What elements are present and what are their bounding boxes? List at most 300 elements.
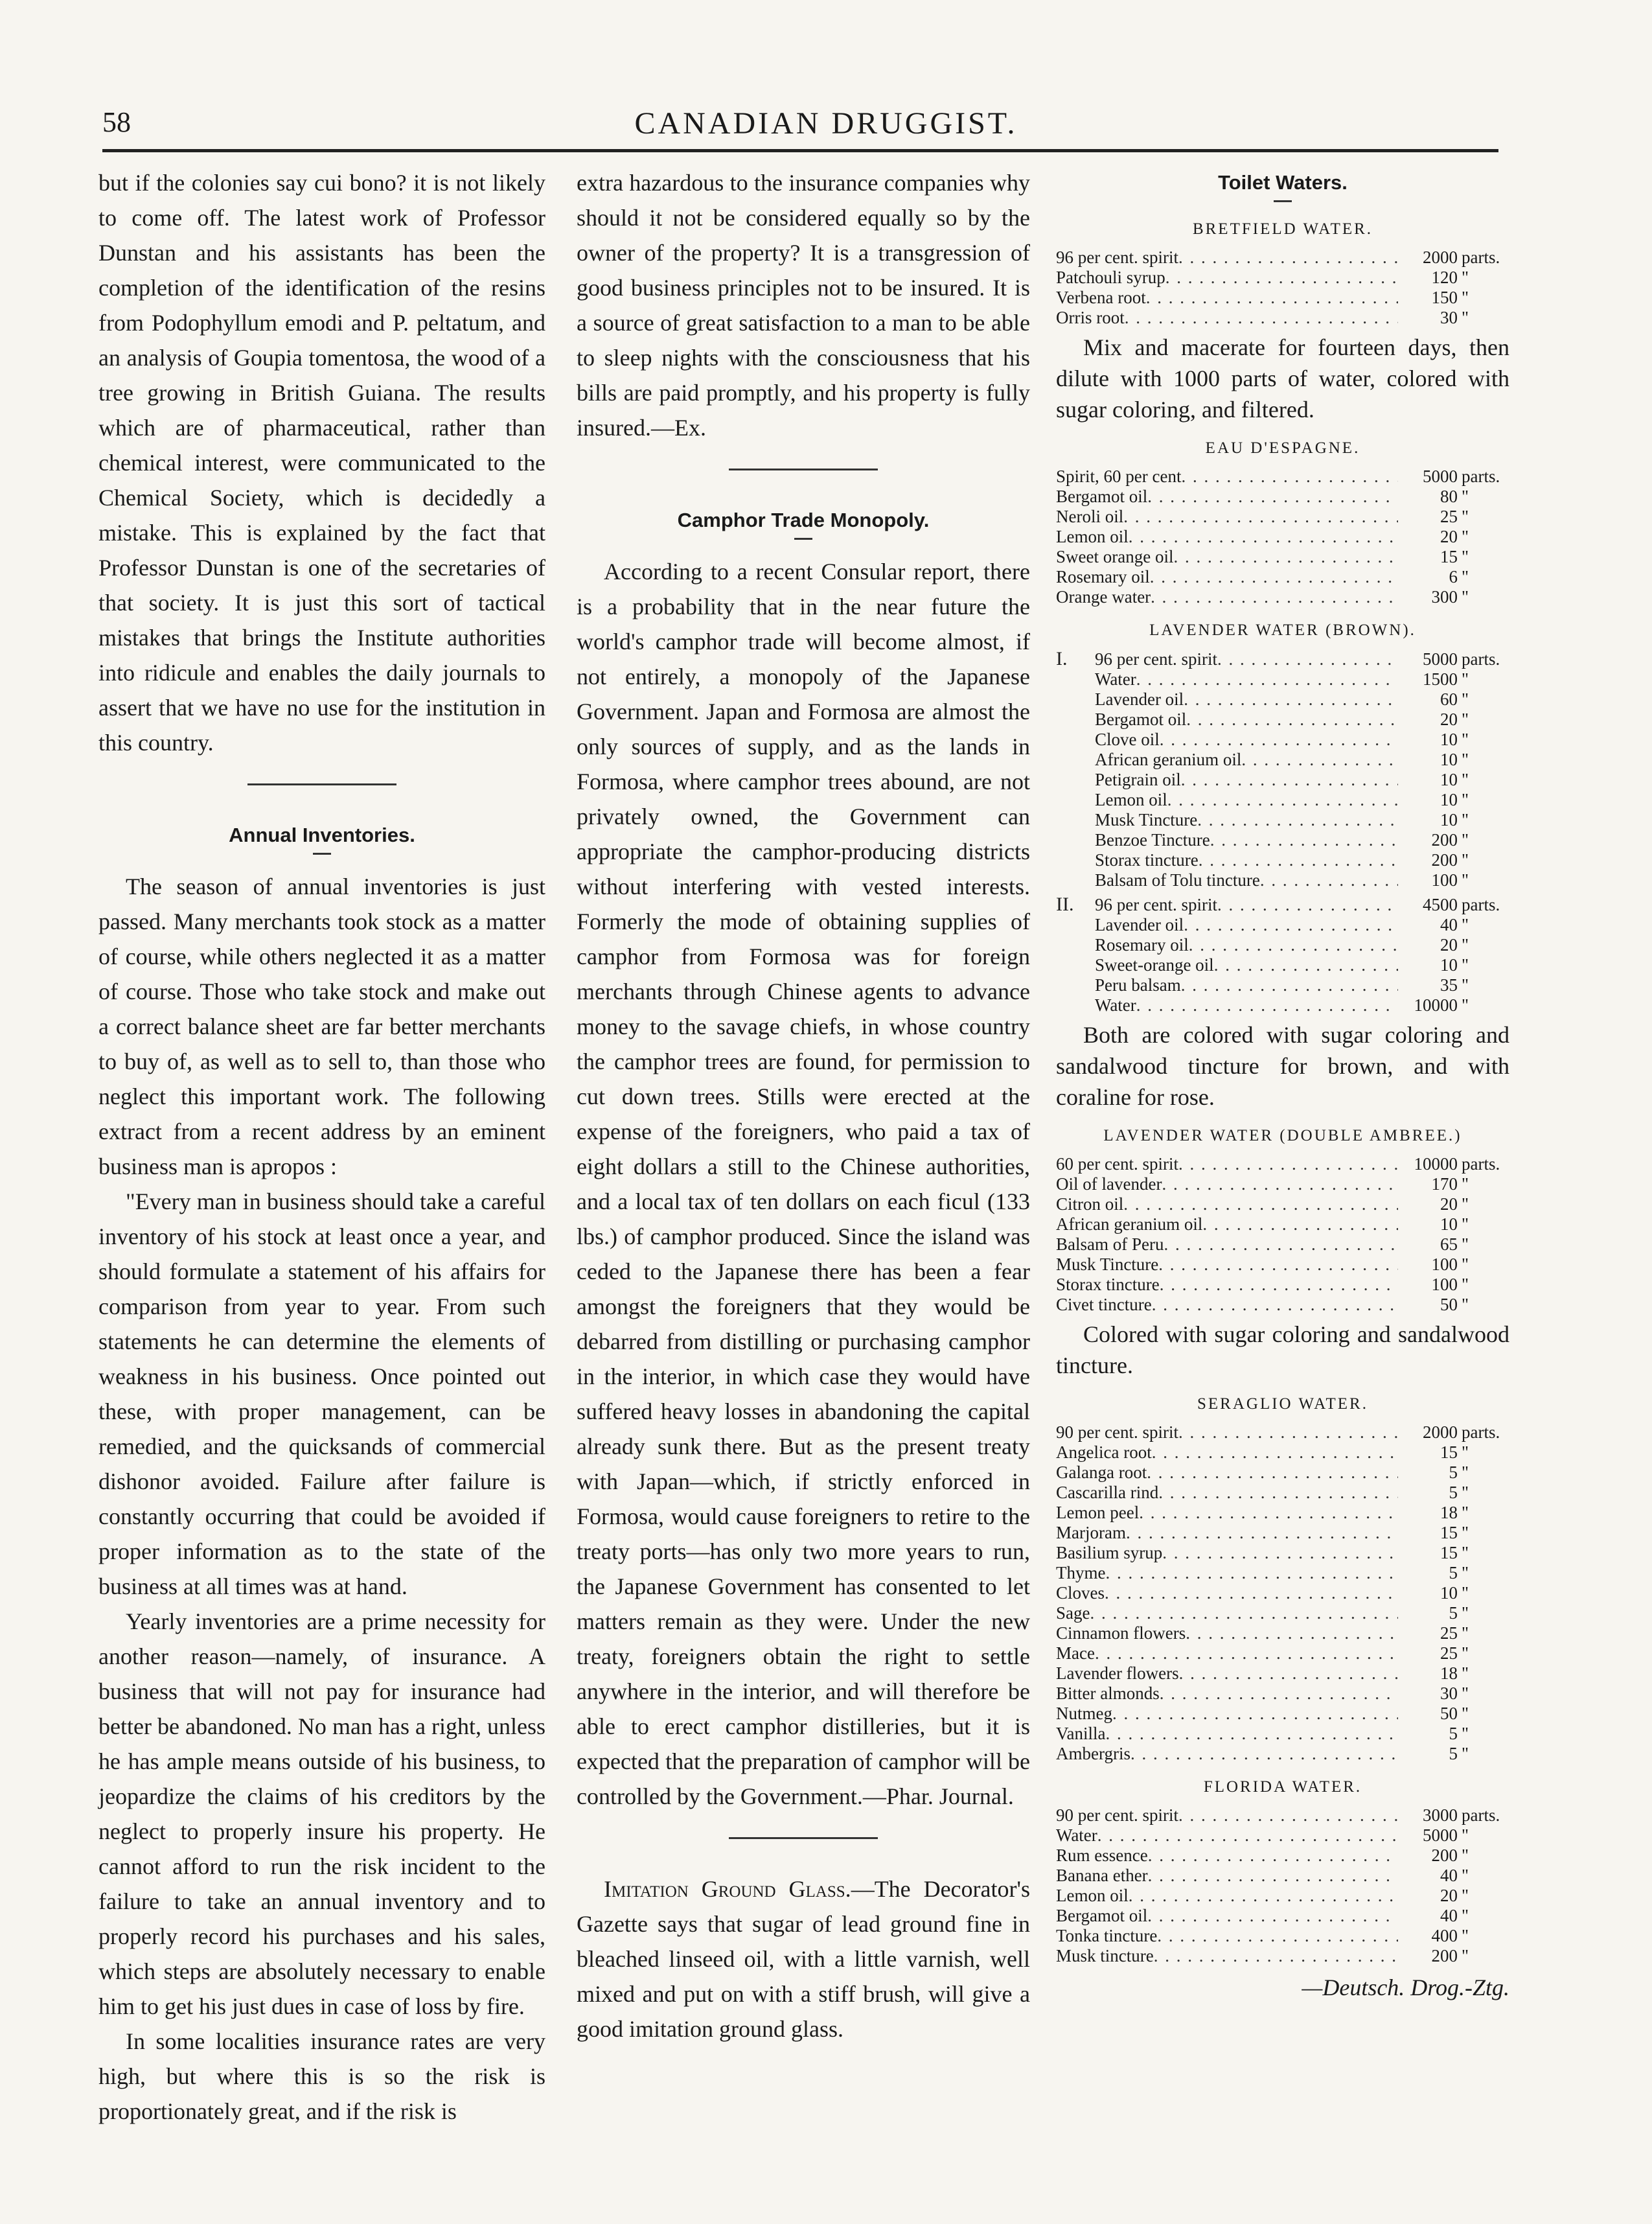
dot-leader: [1148, 1866, 1398, 1886]
ingredient-name: Bergamot oil: [1056, 487, 1148, 506]
ingredient-row: [1056, 1523, 1509, 1543]
ingredient-row: [1056, 1724, 1509, 1744]
dot-leader: [1160, 1275, 1398, 1295]
ingredient-unit: ": [1462, 1214, 1469, 1234]
ingredient-unit: ": [1462, 669, 1469, 689]
ingredient-quantity: 10000: [1414, 995, 1458, 1015]
dot-leader: [1167, 790, 1398, 810]
paragraph: In some localities insurance rates are very high, but where this is so the risk is proportionately great, and if the risk is: [98, 2028, 545, 2124]
ingredient-name: Musk tincture: [1056, 1946, 1154, 1965]
ingredient-unit: ": [1462, 1194, 1469, 1214]
ingredient-name: Vanilla: [1056, 1724, 1106, 1743]
ingredient-quantity: 300: [1431, 587, 1458, 607]
ingredient-row: [1056, 1442, 1509, 1463]
ingredient-unit: ": [1462, 1866, 1469, 1885]
ingredient-unit: ": [1462, 1255, 1469, 1274]
ingredient-name: Bergamot oil: [1056, 1906, 1148, 1925]
ingredient-quantity: 20: [1440, 710, 1458, 729]
ingredient-unit: ": [1462, 1724, 1469, 1743]
ingredient-name: 96 per cent. spirit: [1095, 649, 1217, 669]
ingredient-row: [1056, 975, 1509, 995]
ingredient-row: [1056, 995, 1509, 1015]
ingredient-name: Cloves: [1056, 1583, 1105, 1603]
ingredient-row: [1056, 750, 1509, 770]
ingredient-row: [1056, 527, 1509, 547]
dot-leader: [1181, 770, 1398, 790]
ingredient-unit: ": [1462, 1275, 1469, 1294]
section-divider: [247, 783, 396, 785]
dot-leader: [1148, 1846, 1398, 1866]
ingredient-quantity: 15: [1440, 1442, 1458, 1462]
ingredient-quantity: 150: [1431, 288, 1458, 307]
ingredient-unit: ": [1462, 770, 1469, 789]
run-in-title: Imitation Ground Glass.: [604, 1876, 851, 1902]
paragraph: but if the colonies say cui bono? it is not likely to come off. The latest work of Professor Dunstan and his assistants has been the completion of the identification of the resins from Podophyllum emodi and P. peltatum, and an analysis of Goupia tomentosa, the wood of a tree growing in British Guiana. The results which are of pharmaceutical, rather than chemical interest, were communicated to the Chemical Society, which is decidedly a mistake. This is explained by the fact that Professor Dunstan is one of the secretaries of that society. It is just this sort of tactical mistakes that brings the Institute authorities into ridicule and enables the daily journals to assert that we have no use for the institution in this country.: [98, 170, 545, 756]
ingredient-row: [1056, 1886, 1509, 1906]
ingredient-unit: ": [1462, 995, 1469, 1015]
ingredient-row: [1056, 1704, 1509, 1724]
ingredient-name: Orris root: [1056, 308, 1125, 327]
ingredient-row: [1056, 1563, 1509, 1583]
ingredient-row: [1056, 1154, 1509, 1174]
ingredient-unit: ": [1462, 1684, 1469, 1703]
paragraph-imitation-ground-glass: [577, 1871, 1030, 2046]
ingredient-quantity: 10: [1440, 1214, 1458, 1234]
dot-leader: [1160, 730, 1398, 750]
ingredient-quantity: 10: [1440, 810, 1458, 829]
ingredient-name: Clove oil: [1095, 730, 1160, 749]
ingredient-row: [1056, 810, 1509, 830]
ingredient-row: [1056, 1214, 1509, 1234]
column-2: [577, 165, 1030, 2046]
ingredient-quantity: 80: [1440, 487, 1458, 506]
ingredient-name: Rosemary oil: [1095, 935, 1189, 955]
ingredient-row: [1056, 1603, 1509, 1623]
ingredient-name: Lemon oil: [1056, 527, 1129, 546]
ingredient-row: [1056, 1483, 1509, 1503]
dot-leader: [1105, 1583, 1398, 1603]
recipe-title: BRETFIELD WATER.: [1192, 220, 1373, 238]
ingredient-unit: ": [1462, 587, 1469, 607]
ingredient-unit: ": [1462, 1744, 1469, 1763]
ingredient-name: Storax tincture: [1095, 850, 1199, 870]
ingredient-quantity: 10: [1440, 770, 1458, 789]
dot-leader: [1189, 935, 1398, 955]
ingredient-quantity: 35: [1440, 975, 1458, 995]
ingredient-name: Rum essence: [1056, 1846, 1148, 1865]
ingredient-quantity: 20: [1440, 1194, 1458, 1214]
dot-leader: [1130, 1744, 1398, 1764]
ingredient-name: Neroli oil: [1056, 507, 1124, 526]
ingredient-row: [1056, 730, 1509, 750]
ingredient-name: 90 per cent. spirit: [1056, 1805, 1178, 1825]
ingredient-name: Water: [1095, 669, 1136, 689]
ingredient-name: Lemon peel: [1056, 1503, 1140, 1522]
dot-leader: [1147, 1906, 1398, 1926]
dot-leader: [1181, 467, 1398, 487]
dot-leader: [1217, 895, 1398, 915]
ingredient-unit: ": [1462, 1704, 1469, 1723]
ingredient-row: [1056, 1295, 1509, 1315]
ingredient-unit: ": [1462, 1946, 1469, 1965]
ingredient-name: Lemon oil: [1056, 1886, 1129, 1905]
recipe-note: Colored with sugar coloring and sandalwood tincture.: [1056, 1321, 1509, 1378]
dot-leader: [1179, 1663, 1398, 1684]
ingredient-name: Tonka tincture: [1056, 1926, 1158, 1945]
part-number: II.: [1056, 894, 1074, 915]
running-head: CANADIAN DRUGGIST.: [634, 106, 1018, 141]
ingredient-row: [1056, 467, 1509, 487]
ingredient-unit: ": [1462, 1643, 1469, 1663]
dot-leader: [1260, 870, 1398, 890]
ingredient-unit: ": [1462, 710, 1469, 729]
recipe-title: EAU D'ESPAGNE.: [1205, 439, 1360, 457]
ingredient-unit: ": [1462, 1563, 1469, 1582]
ingredient-name: Cascarilla rind: [1056, 1483, 1159, 1502]
ingredient-quantity: 400: [1431, 1926, 1458, 1945]
ingredient-row: [1056, 1194, 1509, 1214]
dot-leader: [1181, 975, 1398, 995]
dot-leader: [1184, 915, 1398, 935]
ingredient-quantity: 5: [1449, 1563, 1458, 1582]
ingredient-unit: parts.: [1462, 248, 1500, 267]
ingredient-name: Oil of lavender: [1056, 1174, 1162, 1194]
ingredient-row: [1056, 1503, 1509, 1523]
ingredient-unit: ": [1462, 1483, 1469, 1502]
ingredient-row: [1056, 915, 1509, 935]
ingredient-quantity: 5: [1449, 1483, 1458, 1502]
ingredient-row: [1056, 790, 1509, 810]
ingredient-name: Basilium syrup: [1056, 1543, 1163, 1562]
dot-leader: [1147, 1463, 1398, 1483]
ingredient-quantity: 4500: [1423, 895, 1458, 914]
recipe-list: [1056, 248, 1509, 328]
ingredient-name: African geranium oil: [1095, 750, 1242, 769]
dot-leader: [1165, 268, 1398, 288]
ingredient-quantity: 5000: [1423, 467, 1458, 486]
recipe-list: [1056, 467, 1509, 607]
ingredient-name: Bitter almonds: [1056, 1684, 1160, 1703]
ingredient-name: Musk Tincture: [1095, 810, 1198, 829]
page-number: 58: [102, 106, 131, 138]
dot-leader: [1126, 1523, 1398, 1543]
ingredient-quantity: 50: [1440, 1295, 1458, 1314]
ingredient-quantity: 18: [1440, 1663, 1458, 1683]
ingredient-row: [1056, 1463, 1509, 1483]
recipe-list: [1056, 1154, 1509, 1315]
paragraph: Yearly inventories are a prime necessity for another reason—namely, of insurance. A business that will not pay for insurance had better be abandoned. No man has a right, unless he has ample means outside of his business, to jeopardize the claims of his creditors by the neglect to properly insure his property. He cannot afford to run the risk incident to the failure to take an annual inventory and to properly record his purchases and his sales, which steps are absolutely necessary to enable him to get his just dues in case of loss by fire.: [98, 1608, 545, 2019]
ingredient-row: [1056, 1926, 1509, 1946]
ingredient-row: [1056, 1946, 1509, 1966]
heading-underline: [313, 853, 331, 855]
ingredient-quantity: 40: [1440, 1866, 1458, 1885]
ingredient-name: Balsam of Tolu tincture: [1095, 870, 1260, 890]
ingredient-unit: parts.: [1462, 1154, 1500, 1174]
ingredient-unit: ": [1462, 689, 1469, 709]
ingredient-quantity: 40: [1440, 1906, 1458, 1925]
ingredient-quantity: 3000: [1423, 1805, 1458, 1825]
ingredient-row: [1056, 1805, 1509, 1825]
ingredient-row: [1056, 268, 1509, 288]
ingredient-name: African geranium oil: [1056, 1214, 1203, 1234]
ingredient-quantity: 25: [1440, 507, 1458, 526]
ingredient-quantity: 50: [1440, 1704, 1458, 1723]
dot-leader: [1214, 955, 1398, 975]
ingredient-row: [1056, 894, 1509, 915]
ingredient-name: Spirit, 60 per cent: [1056, 467, 1182, 486]
dot-leader: [1217, 649, 1398, 669]
ingredient-unit: ": [1462, 527, 1469, 546]
ingredient-quantity: 120: [1431, 268, 1458, 287]
dot-leader: [1125, 308, 1398, 328]
ingredient-row: [1056, 1906, 1509, 1926]
ingredient-quantity: 20: [1440, 935, 1458, 955]
ingredient-name: Marjoram: [1056, 1523, 1126, 1542]
ingredient-row: [1056, 1174, 1509, 1194]
dot-leader: [1129, 527, 1398, 547]
ingredient-quantity: 25: [1440, 1643, 1458, 1663]
ingredient-unit: ": [1462, 1825, 1469, 1845]
dot-leader: [1158, 1255, 1398, 1275]
ingredient-row: [1056, 1684, 1509, 1704]
source-attribution: —Deutsch. Drog.-Ztg.: [1302, 1975, 1509, 2000]
ingredient-name: Lemon oil: [1095, 790, 1167, 809]
ingredient-name: Nutmeg: [1056, 1704, 1112, 1723]
ingredient-unit: ": [1462, 1503, 1469, 1522]
ingredient-name: Citron oil: [1056, 1194, 1124, 1214]
ingredient-unit: ": [1462, 790, 1469, 809]
dot-leader: [1162, 1543, 1398, 1563]
ingredient-name: Sweet-orange oil: [1095, 955, 1214, 975]
ingredient-unit: parts.: [1462, 895, 1500, 914]
heading-underline: [1274, 200, 1292, 202]
dot-leader: [1090, 1603, 1398, 1623]
ingredient-quantity: 5000: [1423, 1825, 1458, 1845]
dot-leader: [1202, 1214, 1398, 1234]
dot-leader: [1105, 1563, 1398, 1583]
ingredient-row: [1056, 649, 1509, 669]
ingredient-unit: ": [1462, 487, 1469, 506]
ingredient-quantity: 20: [1440, 527, 1458, 546]
ingredient-name: Lavender oil: [1095, 915, 1184, 934]
ingredient-unit: ": [1462, 1583, 1469, 1603]
dot-leader: [1123, 1194, 1398, 1214]
ingredient-row: [1056, 1643, 1509, 1663]
recipe-title: LAVENDER WATER (BROWN).: [1149, 621, 1416, 639]
ingredient-quantity: 10000: [1414, 1154, 1458, 1174]
ingredient-quantity: 200: [1431, 1846, 1458, 1865]
ingredient-name: Angelica root: [1056, 1442, 1152, 1462]
ingredient-quantity: 10: [1440, 750, 1458, 769]
header-rule: [102, 149, 1498, 152]
ingredient-unit: ": [1462, 750, 1469, 769]
ingredient-quantity: 20: [1440, 1886, 1458, 1905]
ingredient-unit: ": [1462, 975, 1469, 995]
ingredient-quantity: 200: [1431, 830, 1458, 850]
ingredient-unit: ": [1462, 1523, 1469, 1542]
ingredient-quantity: 15: [1440, 547, 1458, 566]
ingredient-row: [1056, 1744, 1509, 1764]
ingredient-quantity: 10: [1440, 955, 1458, 975]
ingredient-row: [1056, 507, 1509, 527]
ingredient-quantity: 6: [1449, 567, 1458, 586]
ingredient-quantity: 15: [1440, 1523, 1458, 1542]
ingredient-quantity: 170: [1431, 1174, 1458, 1194]
dot-leader: [1178, 1154, 1398, 1174]
column-3: [1056, 165, 1509, 2005]
ingredient-quantity: 200: [1431, 1946, 1458, 1965]
dot-leader: [1162, 1174, 1398, 1194]
ingredient-name: Benzoe Tincture: [1095, 830, 1210, 850]
ingredient-row: [1056, 935, 1509, 955]
ingredient-row: [1056, 1275, 1509, 1295]
ingredient-row: [1056, 870, 1509, 890]
ingredient-quantity: 10: [1440, 1583, 1458, 1603]
ingredient-quantity: 30: [1440, 1684, 1458, 1703]
ingredient-name: 96 per cent. spirit: [1095, 895, 1217, 914]
ingredient-name: Sweet orange oil: [1056, 547, 1174, 566]
recipe-list: [1056, 1805, 1509, 1966]
ingredient-row: [1056, 850, 1509, 870]
ingredient-quantity: 5: [1449, 1724, 1458, 1743]
ingredient-name: Galanga root: [1056, 1463, 1147, 1482]
recipe-title: FLORIDA WATER.: [1203, 1778, 1362, 1796]
dot-leader: [1112, 1704, 1398, 1724]
ingredient-quantity: 100: [1431, 870, 1458, 890]
dot-leader: [1152, 1442, 1398, 1463]
ingredient-row: [1056, 770, 1509, 790]
ingredient-unit: ": [1462, 850, 1469, 870]
ingredient-quantity: 18: [1440, 1503, 1458, 1522]
ingredient-row: [1056, 955, 1509, 975]
heading-underline: [794, 538, 812, 540]
paragraph: According to a recent Consular report, there is a probability that in the near future the world's camphor trade will become almost, if not entirely, a monopoly of the Japanese Government. Japan and Formosa are almost the only sources of supply, and as the lands in Formosa, where camphor trees abound, are not privately owned, the Government can appropriate the camphor-producing districts without interfering with vested interests. Formerly the mode of obtaining supplies of camphor from Formosa was for foreign merchants through Chinese agents to advance money to the savage chiefs, in whose country the camphor trees are found, for permission to cut down trees. Stills were erected at the expense of the foreigners, who paid a tax of eight dollars a still to the Chinese authorities, and a local tax of ten dollars on each ficul (133 lbs.) of camphor produced. Since the island was ceded to the Japanese there has been a fear amongst the foreigners that they would be debarred from distilling or purchasing camphor in the interior, in which case they would have suffered heavy losses in abandoning the capital already sunk there. But as the present treaty with Japan—which, if strictly enforced in Formosa, would cause foreigners to retire to the treaty ports—has only two more years to run, the Japanese Government has consented to let matters remain as they were. Under the new treaty, foreigners obtain the right to settle anywhere in the interior, and will therefore be able to erect camphor distilleries, but it is expected that the preparation of camphor will be controlled by the Government.—Phar. Journal.: [577, 559, 1030, 1809]
ingredient-name: Ambergris: [1056, 1744, 1130, 1763]
ingredient-unit: ": [1462, 1174, 1469, 1194]
part-number: I.: [1056, 648, 1068, 669]
dot-leader: [1154, 1946, 1398, 1966]
ingredient-unit: ": [1462, 730, 1469, 749]
ingredient-row: [1056, 1623, 1509, 1643]
ingredient-unit: ": [1462, 1234, 1469, 1254]
dot-leader: [1136, 669, 1398, 689]
dot-leader: [1158, 1483, 1398, 1503]
ingredient-unit: ": [1462, 1846, 1469, 1865]
article-heading-annual-inventories: Annual Inventories.: [229, 824, 415, 846]
ingredient-name: 90 per cent. spirit: [1056, 1422, 1178, 1442]
dot-leader: [1105, 1724, 1398, 1744]
dot-leader: [1151, 587, 1398, 607]
ingredient-name: Peru balsam: [1095, 975, 1181, 995]
ingredient-row: [1056, 1846, 1509, 1866]
ingredient-name: Bergamot oil: [1095, 710, 1187, 729]
dot-leader: [1173, 547, 1398, 567]
ingredient-unit: ": [1462, 308, 1469, 327]
recipe-note: Mix and macerate for fourteen days, then dilute with 1000 parts of water, colored with sugar coloring, and filtered.: [1056, 334, 1509, 423]
ingredient-row: [1056, 830, 1509, 850]
dot-leader: [1210, 830, 1398, 850]
ingredient-quantity: 5: [1449, 1603, 1458, 1623]
ingredient-name: Lavender flowers: [1056, 1663, 1179, 1683]
dot-leader: [1157, 1926, 1398, 1946]
ingredient-quantity: 200: [1431, 850, 1458, 870]
ingredient-row: [1056, 248, 1509, 268]
ingredient-unit: ": [1462, 507, 1469, 526]
ingredient-quantity: 5: [1449, 1744, 1458, 1763]
ingredient-quantity: 60: [1440, 689, 1458, 709]
ingredient-row: [1056, 547, 1509, 567]
ingredient-row: [1056, 1234, 1509, 1255]
dot-leader: [1139, 1503, 1398, 1523]
ingredient-quantity: 10: [1440, 790, 1458, 809]
ingredient-unit: parts.: [1462, 467, 1500, 486]
dot-leader: [1178, 1805, 1398, 1825]
ingredient-unit: ": [1462, 870, 1469, 890]
ingredient-row: [1056, 1825, 1509, 1846]
ingredient-unit: ": [1462, 955, 1469, 975]
ingredient-quantity: 100: [1431, 1275, 1458, 1294]
paragraph-body: —The Decorator's Gazette says that sugar of lead ground fine in bleached linseed oil, with a little varnish, well mixed and put on with a stiff brush, will give a good imitation ground glass.: [577, 1876, 1030, 2042]
ingredient-quantity: 2000: [1423, 248, 1458, 267]
section-divider: [729, 1837, 878, 1839]
ingredient-name: Thyme: [1056, 1563, 1106, 1582]
ingredient-quantity: 5: [1449, 1463, 1458, 1482]
article-heading-toilet-waters: Toilet Waters.: [1218, 171, 1348, 194]
ingredient-unit: ": [1462, 1543, 1469, 1562]
ingredient-unit: ": [1462, 810, 1469, 829]
ingredient-row: [1056, 710, 1509, 730]
ingredient-unit: ": [1462, 547, 1469, 566]
ingredient-name: Storax tincture: [1056, 1275, 1160, 1294]
ingredient-name: Verbena root: [1056, 288, 1146, 307]
ingredient-name: 60 per cent. spirit: [1056, 1154, 1178, 1174]
ingredient-unit: ": [1462, 1295, 1469, 1314]
ingredient-row: [1056, 1255, 1509, 1275]
ingredient-name: Civet tincture: [1056, 1295, 1152, 1314]
dot-leader: [1160, 1684, 1398, 1704]
recipe-list: [1056, 894, 1509, 1015]
ingredient-unit: ": [1462, 1623, 1469, 1643]
ingredient-name: Banana ether: [1056, 1866, 1148, 1885]
column-1: [98, 165, 545, 2129]
dot-leader: [1178, 1422, 1398, 1442]
ingredient-row: [1056, 669, 1509, 689]
ingredient-row: [1056, 1663, 1509, 1684]
ingredient-unit: parts.: [1462, 649, 1500, 669]
dot-leader: [1123, 507, 1398, 527]
paragraph: "Every man in business should take a careful inventory of his stock at least once a year, and should formulate a statement of his affairs for comparison from year to year. From such statements he can determine the elements of weakness in his business. Once pointed out these, with proper management, can be remedied, and the quicksands of commercial dishonor avoided. Failure after failure is constantly occurring that could be avoided if proper information as to the state of the business at all times was at hand.: [98, 1188, 545, 1599]
dot-leader: [1184, 689, 1398, 710]
dot-leader: [1146, 288, 1398, 308]
ingredient-name: Water: [1056, 1825, 1097, 1845]
article-heading-camphor: Camphor Trade Monopoly.: [677, 509, 930, 531]
ingredient-name: Water: [1095, 995, 1136, 1015]
ingredient-quantity: 40: [1440, 915, 1458, 934]
recipe-list: [1056, 1422, 1509, 1764]
dot-leader: [1241, 750, 1398, 770]
ingredient-name: Patchouli syrup: [1056, 268, 1165, 287]
dot-leader: [1152, 1295, 1398, 1315]
ingredient-quantity: 10: [1440, 730, 1458, 749]
ingredient-unit: ": [1462, 935, 1469, 955]
dot-leader: [1186, 1623, 1398, 1643]
ingredient-unit: ": [1462, 1886, 1469, 1905]
ingredient-unit: ": [1462, 1926, 1469, 1945]
dot-leader: [1147, 487, 1398, 507]
ingredient-row: [1056, 1543, 1509, 1563]
dot-leader: [1186, 710, 1398, 730]
ingredient-name: 96 per cent. spirit: [1056, 248, 1178, 267]
